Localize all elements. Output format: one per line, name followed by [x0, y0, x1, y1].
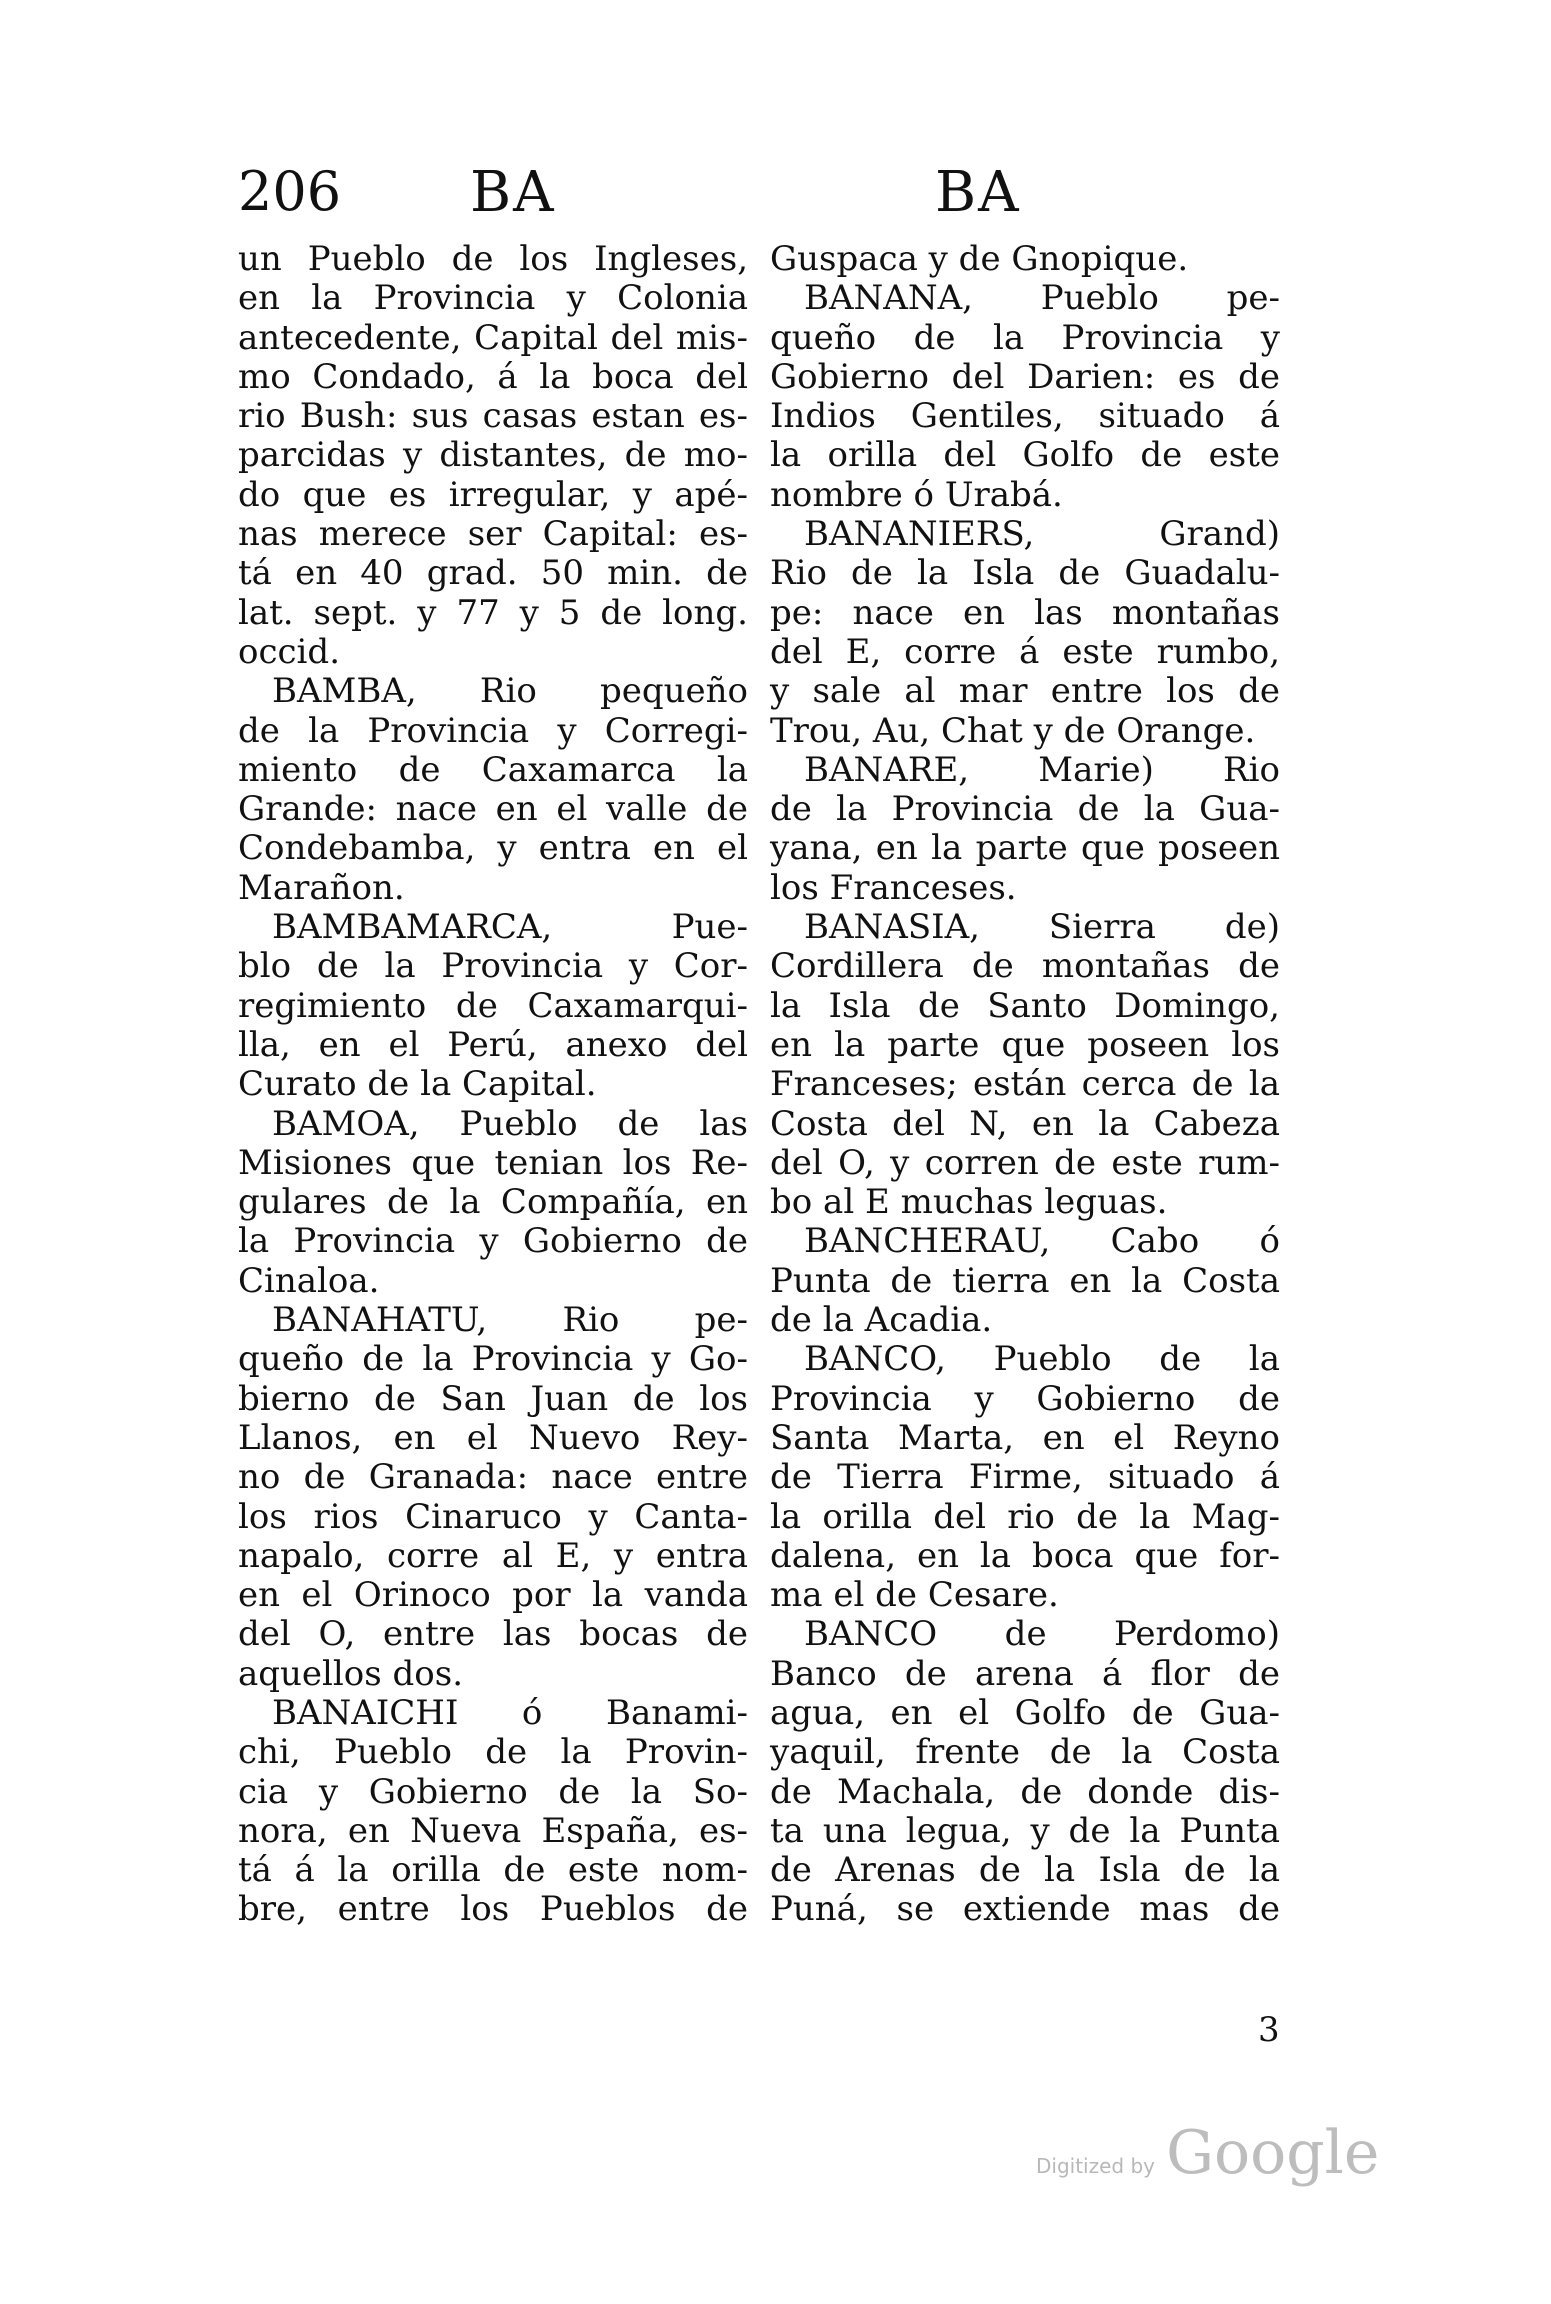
text-line: de la Provincia y Corregi- [238, 710, 748, 751]
text-line: pe: nace en las montañas [770, 592, 1280, 633]
text-line: Trou, Au, Chat y de Orange. [770, 710, 1256, 751]
text-line: Marañon. [238, 867, 405, 908]
text-line: mo Condado, á la boca del [238, 356, 748, 397]
text-line: BAMBA, Rio pequeño [272, 671, 748, 712]
left-text-column [238, 240, 748, 1930]
text-line: la Isla de Santo Domingo, [770, 985, 1280, 1026]
text-line: Provincia y Gobierno de [770, 1378, 1280, 1419]
text-line: Grande: nace en el valle de [238, 789, 748, 830]
text-line: Costa del N, en la Cabeza [770, 1103, 1280, 1144]
text-line: chi, Pueblo de la Provin- [238, 1732, 748, 1773]
text-line: antecedente, Capital del mis- [238, 317, 748, 358]
text-line: yaquil, frente de la Costa [770, 1732, 1280, 1773]
left-running-head: BA [470, 160, 556, 225]
text-line: en la parte que poseen los [770, 1024, 1280, 1065]
text-line: del E, corre á este rumbo, [770, 631, 1280, 672]
text-line: lla, en el Perú, anexo del [238, 1024, 748, 1065]
text-line: queño de la Provincia y [770, 317, 1280, 358]
text-line: cia y Gobierno de la So- [238, 1771, 748, 1812]
text-line: BANAHATU, Rio pe- [272, 1300, 748, 1341]
text-line: agua, en el Golfo de Gua- [770, 1692, 1280, 1733]
text-line: de Arenas de la Isla de la [770, 1850, 1280, 1891]
text-line: la orilla del Golfo de este [770, 435, 1280, 476]
text-line: miento de Caxamarca la [238, 749, 748, 790]
text-line: de Tierra Firme, situado á [770, 1457, 1280, 1498]
digitization-watermark [1036, 2118, 1379, 2188]
text-line: do que es irregular, y apé- [238, 474, 748, 515]
page-number: 206 [238, 160, 342, 223]
text-line: yana, en la parte que poseen [770, 828, 1280, 869]
text-line: tá á la orilla de este nom- [238, 1850, 748, 1891]
text-line: Misiones que tenian los Re- [238, 1142, 748, 1183]
text-line: parcidas y distantes, de mo- [238, 435, 748, 476]
text-line: rio Bush: sus casas estan es- [238, 396, 748, 437]
text-line: del O, entre las bocas de [238, 1614, 748, 1655]
text-line: la Provincia y Gobierno de [238, 1221, 748, 1262]
text-line: lat. sept. y 77 y 5 de long. [238, 592, 748, 633]
text-line: ma el de Cesare. [770, 1575, 1059, 1616]
text-line: BANASIA, Sierra de) [804, 907, 1280, 948]
text-line: occid. [238, 631, 340, 672]
text-line: Condebamba, y entra en el [238, 828, 748, 869]
text-line: Cinaloa. [238, 1260, 380, 1301]
text-line: la orilla del rio de la Mag- [770, 1496, 1280, 1537]
text-line: BANCO de Perdomo) [804, 1614, 1280, 1655]
text-line: tá en 40 grad. 50 min. de [238, 553, 748, 594]
text-line: en la Provincia y Colonia [238, 278, 748, 319]
text-line: BANAICHI ó Banami- [272, 1692, 748, 1733]
text-line: BANANIERS, Grand) [804, 514, 1280, 555]
text-line: un Pueblo de los Ingleses, [238, 239, 748, 279]
text-line: Guspaca y de Gnopique. [770, 239, 1189, 279]
catchword: 3 [1258, 2010, 1280, 2050]
text-line: napalo, corre al E, y entra [238, 1535, 748, 1576]
text-line: de la Provincia de la Gua- [770, 789, 1280, 830]
text-line: Puná, se extiende mas de [770, 1889, 1280, 1930]
text-line: Curato de la Capital. [238, 1064, 597, 1105]
text-line: nas merece ser Capital: es- [238, 514, 748, 555]
text-line: Indios Gentiles, situado á [770, 396, 1280, 437]
text-line: Llanos, en el Nuevo Rey- [238, 1417, 748, 1458]
text-line: aquellos dos. [238, 1653, 464, 1694]
text-line: blo de la Provincia y Cor- [238, 946, 748, 987]
text-line: BANARE, Marie) Rio [804, 749, 1280, 790]
text-line: Gobierno del Darien: es de [770, 356, 1280, 397]
text-line: bo al E muchas leguas. [770, 1182, 1168, 1223]
text-line: bre, entre los Pueblos de [238, 1889, 748, 1930]
text-line: nombre ó Urabá. [770, 474, 1063, 515]
right-text-column [770, 240, 1280, 1930]
text-line: Franceses; están cerca de la [770, 1064, 1280, 1105]
text-line: los Franceses. [770, 867, 1017, 908]
text-line: del O, y corren de este rum- [770, 1142, 1280, 1183]
text-line: nora, en Nueva España, es- [238, 1810, 748, 1851]
right-running-head: BA [935, 160, 1021, 225]
text-line: gulares de la Compañía, en [238, 1182, 748, 1223]
text-line: no de Granada: nace entre [238, 1457, 748, 1498]
text-line: ta una legua, y de la Punta [770, 1810, 1280, 1851]
text-line: en el Orinoco por la vanda [238, 1575, 748, 1616]
text-line: BANCO, Pueblo de la [804, 1339, 1280, 1380]
text-line: Rio de la Isla de Guadalu- [770, 553, 1280, 594]
running-header [0, 160, 1551, 230]
text-line: de Machala, de donde dis- [770, 1771, 1280, 1812]
watermark-prefix: Digitized by [1036, 2154, 1155, 2178]
text-line: Cordillera de montañas de [770, 946, 1280, 987]
text-line: regimiento de Caxamarqui- [238, 985, 748, 1026]
text-line: Santa Marta, en el Reyno [770, 1417, 1280, 1458]
text-line: y sale al mar entre los de [770, 671, 1280, 712]
text-line: Banco de arena á flor de [770, 1653, 1280, 1694]
google-logo: Google [1166, 2118, 1380, 2188]
text-line: los rios Cinaruco y Canta- [238, 1496, 748, 1537]
text-line: Punta de tierra en la Costa [770, 1260, 1280, 1301]
text-line: BANANA, Pueblo pe- [804, 278, 1280, 319]
text-line: BAMOA, Pueblo de las [272, 1103, 748, 1144]
text-line: BAMBAMARCA, Pue- [272, 907, 748, 948]
text-line: BANCHERAU, Cabo ó [804, 1221, 1280, 1262]
text-line: bierno de San Juan de los [238, 1378, 748, 1419]
text-line: de la Acadia. [770, 1300, 993, 1341]
text-line: queño de la Provincia y Go- [238, 1339, 748, 1380]
text-line: dalena, en la boca que for- [770, 1535, 1280, 1576]
